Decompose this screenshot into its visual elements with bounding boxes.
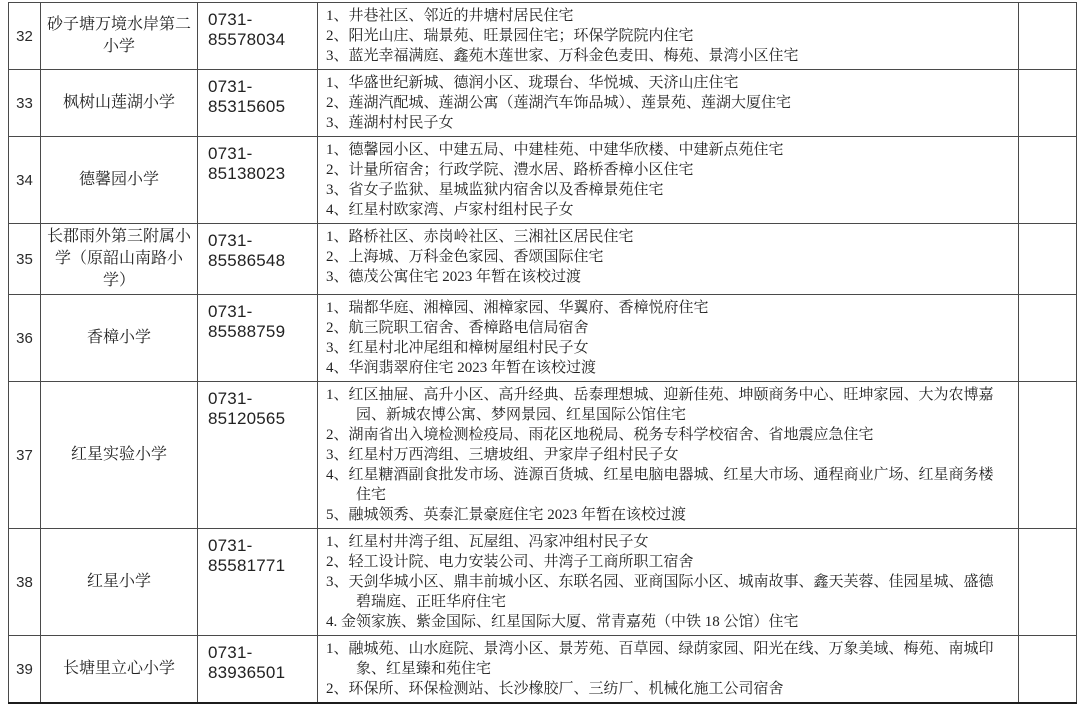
empty-cell	[1019, 3, 1077, 70]
coverage-item: 1、井巷社区、邻近的井塘村居民住宅	[326, 8, 574, 24]
row-number-cell: 34	[9, 137, 41, 224]
row-number-cell: 35	[9, 224, 41, 295]
table-row	[9, 137, 1077, 224]
table-row	[9, 529, 1077, 636]
coverage-item: 3、蓝光幸福满庭、鑫苑木莲世家、万科金色麦田、梅苑、景湾小区住宅	[326, 48, 799, 64]
coverage-item: 3、省女子监狱、星城监狱内宿舍以及香樟景苑住宅	[326, 182, 664, 198]
table-body	[9, 3, 1077, 704]
coverage-item: 2、环保所、环保检测站、长沙橡胶厂、三纺厂、机械化施工公司宿舍	[326, 681, 784, 697]
coverage-cell	[318, 137, 1019, 224]
coverage-item: 4、华润翡翠府住宅 2023 年暂在该校过渡	[326, 360, 597, 376]
coverage-item: 1、红区抽屉、高升小区、高升经典、岳泰理想城、迎新佳苑、坤颐商务中心、旺坤家园、大为农博嘉园、新城农博公寓、梦网景园、红星国际公馆住宅	[326, 387, 994, 423]
phone-cell: 0731-83936501	[198, 636, 318, 704]
coverage-item: 1、瑞都华庭、湘樟园、湘樟家园、华翼府、香樟悦府住宅	[326, 300, 709, 316]
coverage-item: 4. 金领家族、紫金国际、红星国际大厦、常青嘉苑（中铁 18 公馆）住宅	[326, 614, 799, 630]
row-number-cell: 37	[9, 382, 41, 529]
coverage-item: 5、融城领秀、英泰汇景豪庭住宅 2023 年暂在该校过渡	[326, 507, 687, 523]
row-number-cell: 39	[9, 636, 41, 704]
coverage-item: 3、红星村万西湾组、三塘坡组、尹家岸子组村民子女	[326, 447, 679, 463]
coverage-item: 1、路桥社区、赤岗岭社区、三湘社区居民住宅	[326, 229, 634, 245]
coverage-item: 2、轻工设计院、电力安装公司、井湾子工商所职工宿舍	[326, 554, 694, 570]
empty-cell	[1019, 70, 1077, 137]
phone-cell: 0731-85586548	[198, 224, 318, 295]
phone-cell: 0731-85581771	[198, 529, 318, 636]
coverage-cell	[318, 529, 1019, 636]
table-row	[9, 3, 1077, 70]
school-district-table	[8, 2, 1077, 704]
coverage-item: 1、红星村井湾子组、瓦屋组、冯家冲组村民子女	[326, 534, 649, 550]
school-name-cell: 红星小学	[41, 529, 198, 636]
row-number-cell: 36	[9, 295, 41, 382]
row-number-cell: 33	[9, 70, 41, 137]
coverage-item: 1、德馨园小区、中建五局、中建桂苑、中建华欣楼、中建新点苑住宅	[326, 142, 784, 158]
phone-cell: 0731-85120565	[198, 382, 318, 529]
phone-cell: 0731-85578034	[198, 3, 318, 70]
coverage-item: 2、湖南省出入境检测检疫局、雨花区地税局、税务专科学校宿舍、省地震应急住宅	[326, 427, 874, 443]
school-name-cell: 德馨园小学	[41, 137, 198, 224]
empty-cell	[1019, 224, 1077, 295]
coverage-cell	[318, 3, 1019, 70]
coverage-item: 2、上海城、万科金色家园、香颂国际住宅	[326, 249, 604, 265]
row-number-cell: 38	[9, 529, 41, 636]
phone-cell: 0731-85315605	[198, 70, 318, 137]
empty-cell	[1019, 137, 1077, 224]
table-row	[9, 224, 1077, 295]
phone-cell: 0731-85588759	[198, 295, 318, 382]
coverage-cell	[318, 224, 1019, 295]
school-name-cell: 长塘里立心小学	[41, 636, 198, 704]
table-row	[9, 382, 1077, 529]
coverage-item: 2、计量所宿舍；行政学院、澧水居、路桥香樟小区住宅	[326, 162, 694, 178]
school-name-cell: 红星实验小学	[41, 382, 198, 529]
coverage-cell	[318, 382, 1019, 529]
school-name-cell: 枫树山莲湖小学	[41, 70, 198, 137]
empty-cell	[1019, 636, 1077, 704]
coverage-item: 3、天剑华城小区、鼎丰前城小区、东联名园、亚商国际小区、城南故事、鑫天芙蓉、佳园星城、盛德碧瑞庭、正旺华府住宅	[326, 574, 994, 610]
table-row	[9, 636, 1077, 704]
coverage-cell	[318, 295, 1019, 382]
coverage-item: 3、德茂公寓住宅 2023 年暂在该校过渡	[326, 269, 582, 285]
coverage-item: 4、红星村欧家湾、卢家村组村民子女	[326, 202, 574, 218]
empty-cell	[1019, 529, 1077, 636]
coverage-cell	[318, 70, 1019, 137]
coverage-item: 1、融城苑、山水庭院、景湾小区、景芳苑、百草园、绿荫家园、阳光在线、万象美域、梅苑、南城印象、红星臻和苑住宅	[326, 641, 994, 677]
school-name-cell: 香樟小学	[41, 295, 198, 382]
coverage-item: 2、阳光山庄、瑞景苑、旺景园住宅；环保学院院内住宅	[326, 28, 694, 44]
coverage-cell	[318, 636, 1019, 704]
coverage-item: 3、莲湖村村民子女	[326, 115, 454, 131]
coverage-item: 3、红星村北冲尾组和樟树屋组村民子女	[326, 340, 589, 356]
coverage-item: 4、红星糖酒副食批发市场、涟源百货城、红星电脑电器城、红星大市场、通程商业广场、红星商务楼住宅	[326, 467, 994, 503]
row-number-cell: 32	[9, 3, 41, 70]
document-sheet	[8, 2, 1076, 704]
empty-cell	[1019, 382, 1077, 529]
coverage-item: 2、莲湖汽配城、莲湖公寓（莲湖汽车饰品城）、莲景苑、莲湖大厦住宅	[326, 95, 792, 111]
school-name-cell: 砂子塘万境水岸第二小学	[41, 3, 198, 70]
empty-cell	[1019, 295, 1077, 382]
school-name-cell: 长郡雨外第三附属小学（原韶山南路小学）	[41, 224, 198, 295]
table-row	[9, 70, 1077, 137]
table-row	[9, 295, 1077, 382]
coverage-item: 2、航三院职工宿舍、香樟路电信局宿舍	[326, 320, 589, 336]
phone-cell: 0731-85138023	[198, 137, 318, 224]
coverage-item: 1、华盛世纪新城、德润小区、珑璟台、华悦城、天济山庄住宅	[326, 75, 739, 91]
